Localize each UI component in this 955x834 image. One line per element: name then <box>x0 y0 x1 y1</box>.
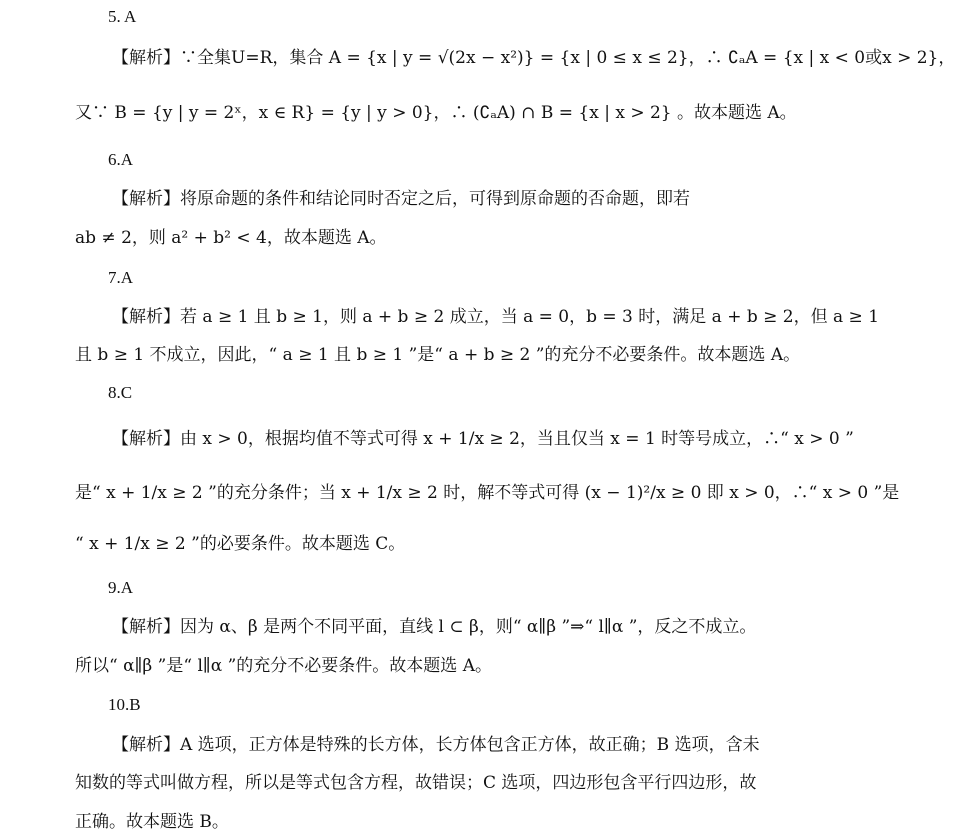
item-5-explanation-line-1: 【解析】∵全集U=R，集合 A = {x | y = √(2x − x²)} = {x | 0 ≤ x ≤ 2}，∴ ∁ₐA = {x | x < 0或x > 2}， <box>112 48 955 68</box>
item-10-number: 10.B <box>108 695 141 714</box>
item-8-explanation-line-2: 是“ x + 1/x ≥ 2 ”的充分条件；当 x + 1/x ≥ 2 时，解不等式可得 (x − 1)²/x ≥ 0 即 x > 0，∴“ x > 0 ”是 <box>75 483 900 503</box>
item-7-explanation-line-1: 【解析】若 a ≥ 1 且 b ≥ 1，则 a + b ≥ 2 成立，当 a = 0，b = 3 时，满足 a + b ≥ 2，但 a ≥ 1 <box>112 307 880 327</box>
item-8-explanation-line-1: 【解析】由 x > 0，根据均值不等式可得 x + 1/x ≥ 2，当且仅当 x = 1 时等号成立，∴“ x > 0 ” <box>112 429 854 449</box>
item-9-explanation-line-1: 【解析】因为 α、β 是两个不同平面，直线 l ⊂ β，则“ α∥β ”⇒“ l∥α ”，反之不成立。 <box>112 617 757 637</box>
item-9-explanation-line-2: 所以“ α∥β ”是“ l∥α ”的充分不必要条件。故本题选 A。 <box>75 656 492 676</box>
item-10-explanation-line-1: 【解析】A 选项，正方体是特殊的长方体，长方体包含正方体，故正确；B 选项，含未 <box>112 735 760 755</box>
item-5-explanation-line-2: 又∵ B = {y | y = 2ˣ，x ∈ R} = {y | y > 0}，∴ (∁ₐA) ∩ B = {x | x > 2} 。故本题选 A。 <box>75 103 797 123</box>
item-6-explanation-line-2: ab ≠ 2，则 a² + b² < 4，故本题选 A。 <box>75 228 387 248</box>
item-10-explanation-line-3: 正确。故本题选 B。 <box>75 812 229 832</box>
item-10-explanation-line-2: 知数的等式叫做方程，所以是等式包含方程，故错误；C 选项，四边形包含平行四边形，故 <box>75 773 757 793</box>
item-6-number: 6.A <box>108 150 134 169</box>
item-6-explanation-line-1: 【解析】将原命题的条件和结论同时否定之后，可得到原命题的否命题，即若 <box>112 189 690 209</box>
item-9-number: 9.A <box>108 578 134 597</box>
item-5-number: 5. A <box>108 7 137 26</box>
item-8-explanation-line-3: “ x + 1/x ≥ 2 ”的必要条件。故本题选 C。 <box>75 534 406 554</box>
item-8-number: 8.C <box>108 383 133 402</box>
item-7-number: 7.A <box>108 268 134 287</box>
item-7-explanation-line-2: 且 b ≥ 1 不成立，因此，“ a ≥ 1 且 b ≥ 1 ”是“ a + b ≥ 2 ”的充分不必要条件。故本题选 A。 <box>75 345 801 365</box>
